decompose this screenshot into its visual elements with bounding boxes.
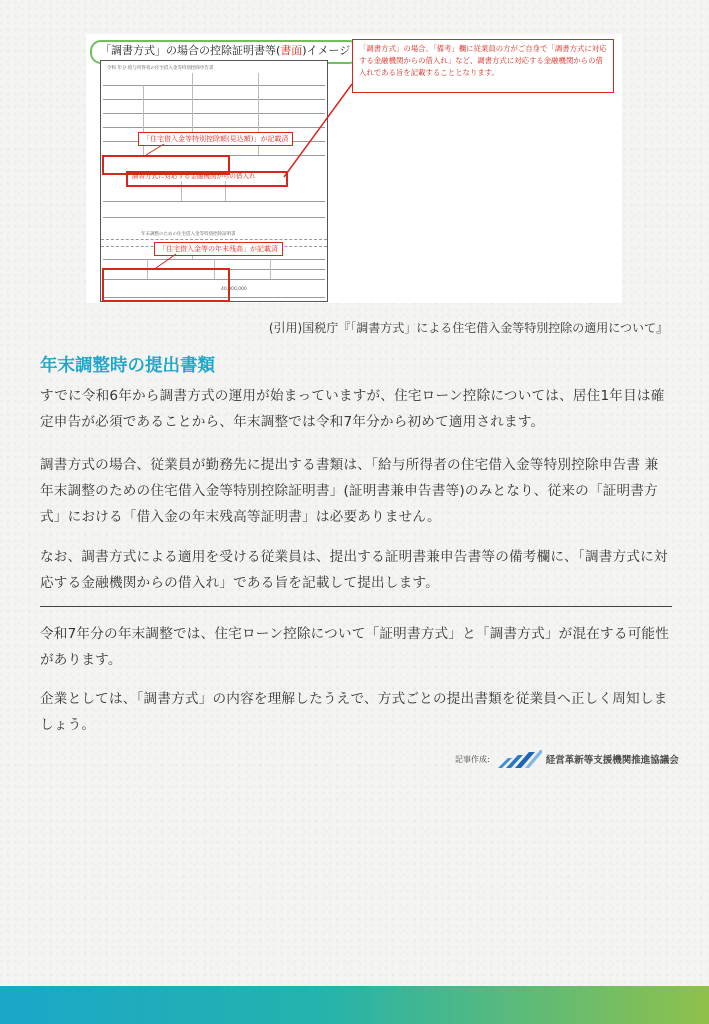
figure-title-text: 「調書方式」の場合の控除証明書等(	[100, 44, 281, 57]
paragraph-5: 企業としては、「調書方式」の内容を理解したうえで、方式ごとの提出書類を従業員へ正しく周知しましょう。	[40, 691, 668, 733]
certificate-form-image: 令和 年分 給与所得者の住宅借入金等特別控除申告書 年末調整のための住宅借入金等特別控除証明書 40,000,000	[100, 60, 328, 302]
remarks-callout-box: 「調書方式」の場合、「備考」欄に従業員の方がご自身で「調書方式に対応する金融機関からの借入れ」など、調書方式に対応する金融機関からの借入れである旨を記載することとなります。	[352, 39, 614, 93]
paragraph-1: すでに令和6年から調書方式の運用が始まっていますが、住宅ローン控除については、居住1年目は確定申告が必須であることから、年末調整では令和7年分から初めて適用されます。	[40, 388, 665, 430]
bottom-gradient-bar	[0, 986, 709, 1024]
section-divider	[40, 606, 672, 607]
remarks-text-label: 調書方式に対応する金融機関からの借入れ	[132, 172, 256, 180]
credit-label: 記事作成:	[455, 754, 490, 764]
deduction-amount-label: 「住宅借入金等特別控除額(見込額)」が記載済	[138, 132, 293, 146]
paragraph-2: 調書方式の場合、従業員が勤務先に提出する書類は、「給与所得者の住宅借入金等特別控除申告書 兼 年末調整のための住宅借入金等特別控除証明書」(証明書兼申告書等)のみとなり、従来の「証明書方式」における「借入金の年末残高等証明書」は必要ありません。	[40, 457, 659, 525]
figure-title-accent: 書面	[280, 44, 303, 57]
section-heading: 年末調整時の提出書類	[40, 356, 215, 376]
form-amount-text: 40,000,000	[221, 287, 247, 292]
article-credit	[455, 749, 679, 769]
paragraph-3: なお、調書方式による適用を受ける従業員は、提出する証明書兼申告書等の備考欄に、「調書方式に対応する金融機関からの借入れ」である旨を記載して提出します。	[40, 549, 668, 591]
deduction-certificate-figure	[86, 34, 622, 303]
paragraph-4: 令和7年分の年末調整では、住宅ローン控除について「証明書方式」と「調書方式」が混在する可能性があります。	[40, 626, 670, 668]
figure-title-suffix: )イメージ	[302, 44, 351, 57]
organization-name: 経営革新等支援機関推進協議会	[545, 755, 679, 766]
organization-logo	[498, 750, 542, 768]
form-footer-text: 年末調整のための住宅借入金等特別控除証明書	[141, 232, 236, 237]
source-citation: (引用)国税庁『「調書方式」による住宅借入金等特別控除の適用について』	[268, 321, 668, 335]
year-end-balance-label: 「住宅借入金等の年末残高」が記載済	[154, 242, 283, 256]
